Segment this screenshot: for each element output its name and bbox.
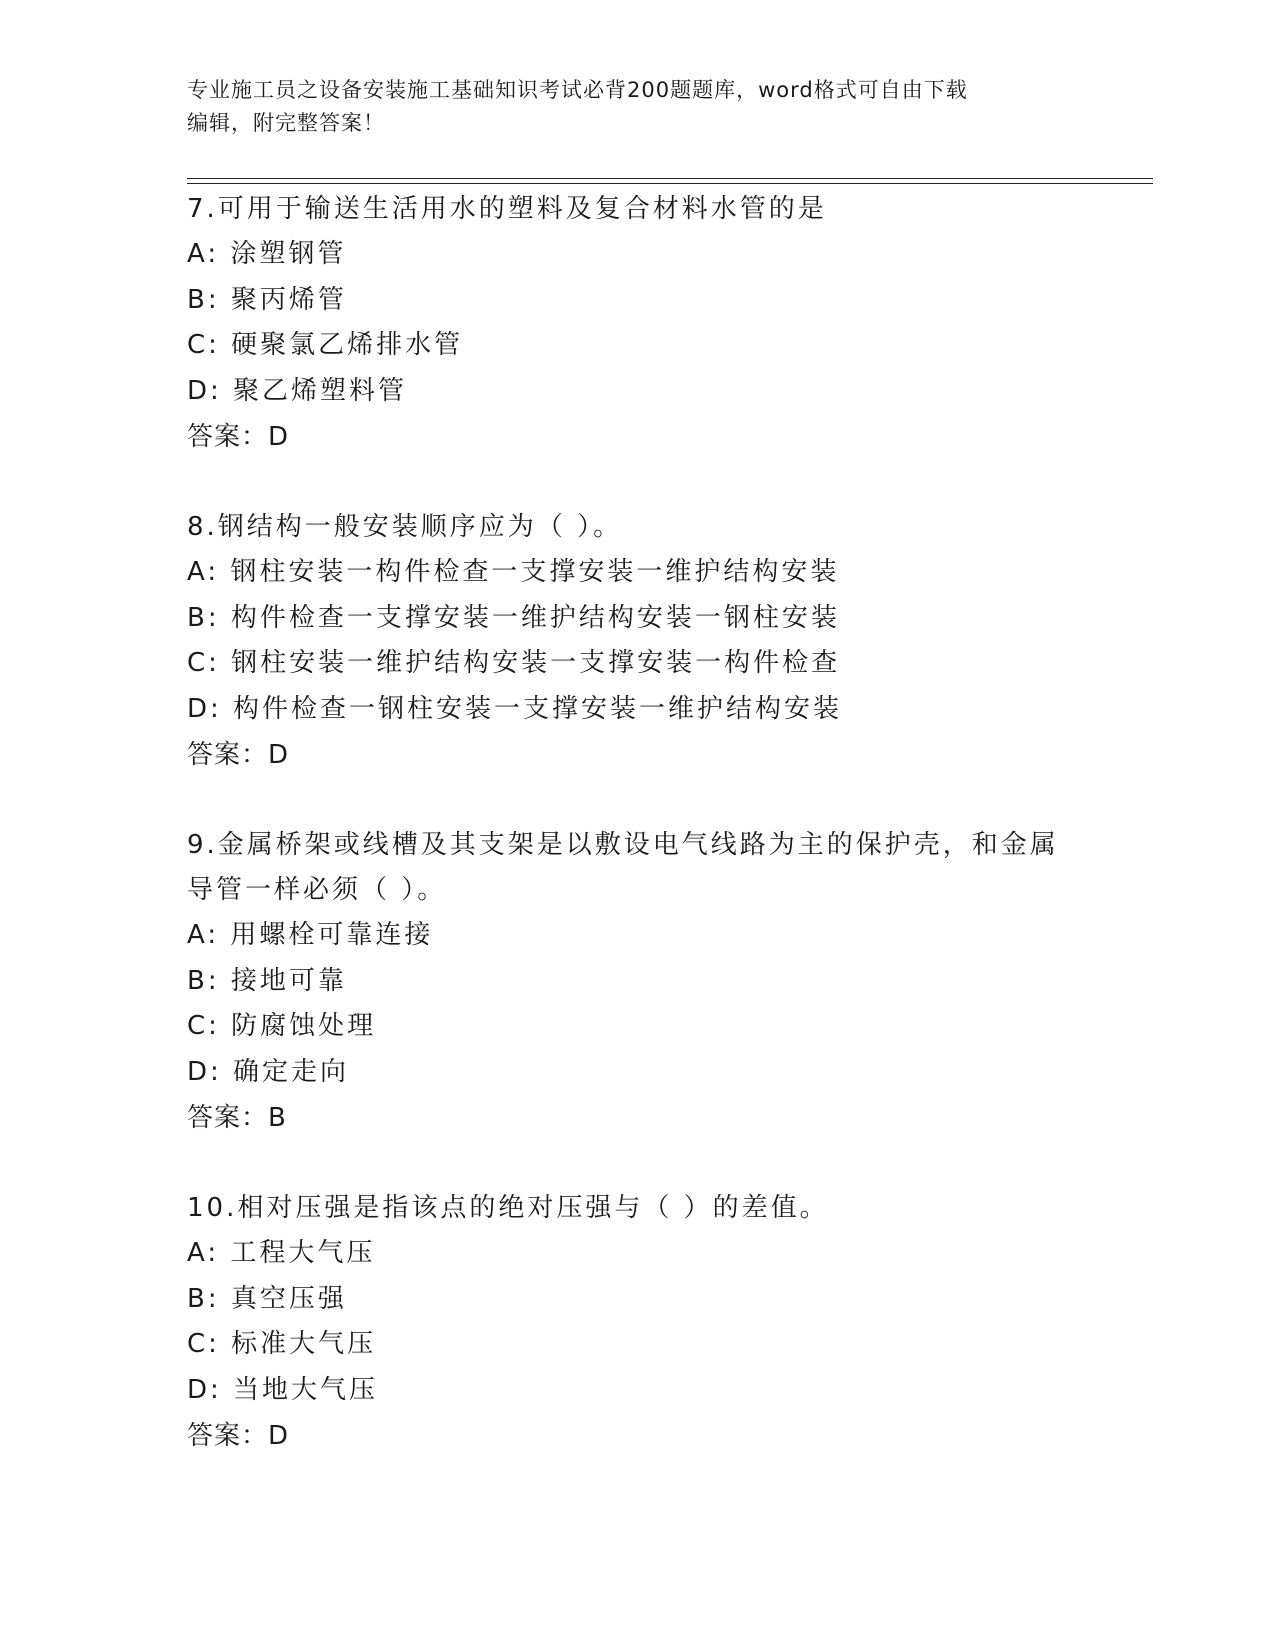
header-line: 专业施工员之设备安装施工基础知识考试必背200题题库，word格式可自由下载 xyxy=(187,78,968,102)
option-b: B: 构件检查一支撑安装一维护结构安装一钢柱安装 xyxy=(187,602,840,633)
question-text xyxy=(187,505,1147,550)
option-b: B: 真空压强 xyxy=(187,1283,347,1314)
document-header xyxy=(187,74,1067,140)
question-line: 7.可用于输送生活用水的塑料及复合材料水管的是 xyxy=(187,194,827,224)
option-a: A: 涂塑钢管 xyxy=(187,239,347,269)
option-d: D: 构件检查一钢柱安装一支撑安装一维护结构安装 xyxy=(187,693,843,724)
answer: 答案：D xyxy=(187,422,290,452)
answer: 答案：D xyxy=(187,1421,290,1451)
answer: 答案：D xyxy=(187,740,290,770)
question-7 xyxy=(187,187,1147,460)
option-c: C: 硬聚氯乙烯排水管 xyxy=(187,330,464,360)
option-a: A: 用螺栓可靠连接 xyxy=(187,920,434,950)
question-list xyxy=(187,187,1147,1504)
question-10 xyxy=(187,1186,1147,1459)
question-line: 8.钢结构一般安装顺序应为（ ）。 xyxy=(187,512,623,542)
option-d: D: 聚乙烯塑料管 xyxy=(187,375,408,406)
option-a: A: 工程大气压 xyxy=(187,1238,376,1268)
question-8 xyxy=(187,505,1147,778)
question-line: 9.金属桥架或线槽及其支架是以敷设电气线路为主的保护壳，和金属 xyxy=(187,830,1059,860)
header-divider xyxy=(187,178,1153,179)
question-line: 导管一样必须（ ）。 xyxy=(187,875,447,905)
question-text xyxy=(187,823,1147,913)
option-a: A: 钢柱安装一构件检查一支撑安装一维护结构安装 xyxy=(187,557,840,587)
question-text xyxy=(187,1186,1147,1231)
answer: 答案：B xyxy=(187,1103,287,1133)
option-b: B: 聚丙烯管 xyxy=(187,284,347,315)
option-d: D: 确定走向 xyxy=(187,1056,350,1087)
question-text xyxy=(187,187,1147,232)
option-b: B: 接地可靠 xyxy=(187,965,347,996)
header-divider xyxy=(187,183,1153,184)
question-9 xyxy=(187,823,1147,1141)
header-line: 编辑，附完整答案！ xyxy=(187,111,385,135)
option-d: D: 当地大气压 xyxy=(187,1374,379,1405)
question-line: 10.相对压强是指该点的绝对压强与（ ）的差值。 xyxy=(187,1193,829,1223)
option-c: C: 标准大气压 xyxy=(187,1329,377,1359)
option-c: C: 防腐蚀处理 xyxy=(187,1011,377,1041)
option-c: C: 钢柱安装一维护结构安装一支撑安装一构件检查 xyxy=(187,648,841,678)
